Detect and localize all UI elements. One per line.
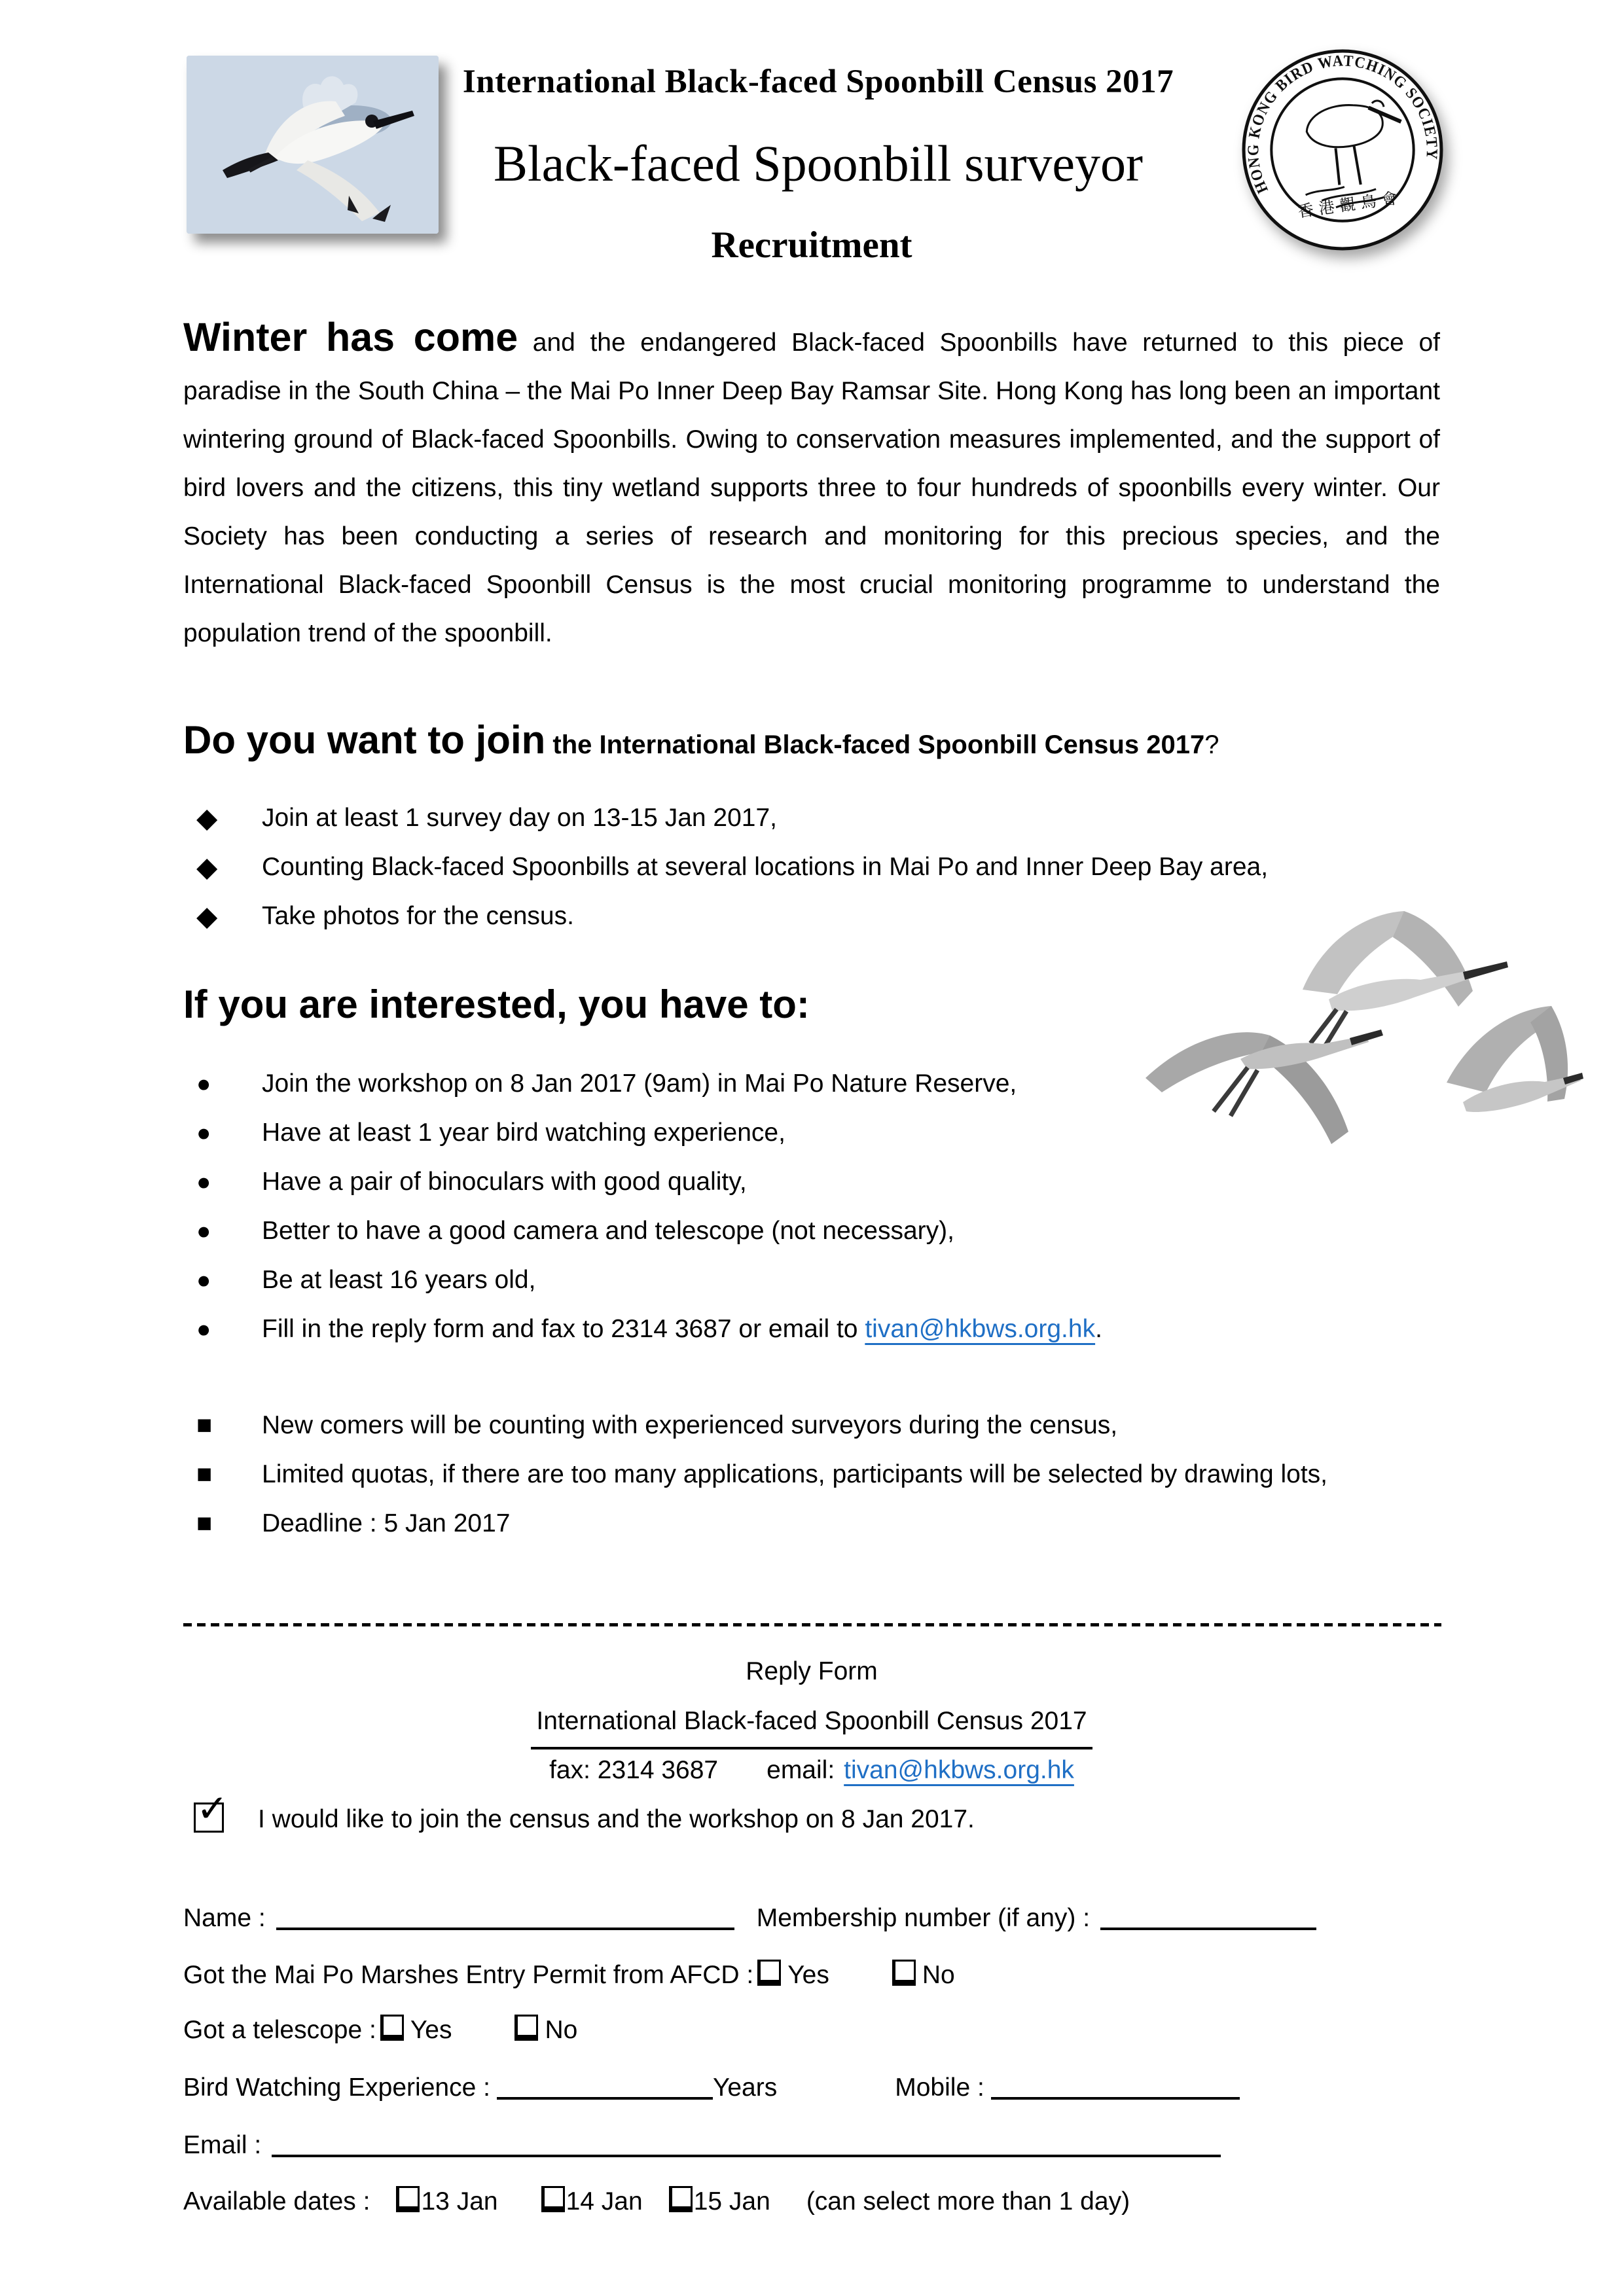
fax-email-line bbox=[183, 1746, 1440, 1795]
membership-field[interactable] bbox=[1100, 1901, 1316, 1930]
list-item-text: Limited quotas, if there are too many applications, participants will be selected by drawing lots, bbox=[262, 1460, 1328, 1488]
interested-section-heading: If you are interested, you have to: bbox=[183, 982, 810, 1026]
list-item-text: Join at least 1 survey day on 13-15 Jan 2017, bbox=[262, 804, 778, 832]
dashed-separator bbox=[183, 1623, 1441, 1626]
list-item-text: Have at least 1 year bird watching experience, bbox=[262, 1119, 785, 1147]
reply-email-link[interactable]: tivan@hkbws.org.hk bbox=[844, 1756, 1074, 1784]
experience-row bbox=[183, 2063, 1440, 2112]
no-label: No bbox=[922, 1961, 955, 1989]
afcd-yes-checkbox[interactable] bbox=[757, 1960, 781, 1986]
list-item-text: Better to have a good camera and telescope (not necessary), bbox=[262, 1217, 954, 1245]
list-item-text: Be at least 16 years old, bbox=[262, 1266, 536, 1294]
telescope-label: Got a telescope : bbox=[183, 2016, 376, 2044]
square-bullet-icon: ■ bbox=[196, 1410, 213, 1439]
reply-instruction-prefix: Fill in the reply form and fax to 2314 3687 or email to bbox=[262, 1315, 865, 1343]
reply-form-subtitle-line bbox=[183, 1696, 1440, 1749]
circle-bullet-icon: ● bbox=[196, 1070, 211, 1097]
spoonbill-lower-left bbox=[1146, 1030, 1383, 1144]
list-item bbox=[183, 1304, 1440, 1354]
telescope-yes-checkbox[interactable] bbox=[380, 2015, 404, 2041]
list-item-text: New comers will be counting with experienced surveyors during the census, bbox=[262, 1411, 1118, 1439]
diamond-bullet-icon: ◆ bbox=[196, 802, 218, 833]
intro-body-text: and the endangered Black-faced Spoonbills have returned to this piece of paradise in the South China – the Mai Po Inner Deep Bay Ramsar Site. Hong Kong has long been an important wintering ground of Black-faced Spoonbills. Owing to conservation measures implemented, and the support of bird lovers and the citizens, this tiny wetland supports three to four hundreds of spoonbills every winter. Our Society has been conducting a series of research and monitoring for this precious species, and the International Black-faced Spoonbill Census is the most crucial monitoring programme to understand the population trend of the spoonbill. bbox=[183, 329, 1440, 647]
list-item bbox=[183, 1450, 1440, 1499]
date-13jan-checkbox[interactable] bbox=[396, 2186, 420, 2212]
email-field-label: Email : bbox=[183, 2131, 262, 2159]
recruitment-heading: Recruitment bbox=[711, 224, 912, 266]
mobile-field[interactable] bbox=[991, 2071, 1240, 2100]
date-option-label: 15 Jan bbox=[693, 2187, 770, 2215]
date-option-label: 13 Jan bbox=[421, 2187, 498, 2215]
circle-bullet-icon: ● bbox=[196, 1119, 211, 1146]
years-label: Years bbox=[712, 2073, 778, 2102]
logo-society-name: HONG KONG BIRD WATCHING SOCIETY bbox=[1244, 52, 1441, 196]
afcd-label: Got the Mai Po Marshes Entry Permit from AFCD : bbox=[183, 1961, 754, 1989]
no-label: No bbox=[545, 2016, 578, 2044]
reply-form-subtitle: International Black-faced Spoonbill Census 2017 bbox=[531, 1696, 1092, 1749]
join-confirm-checkbox[interactable] bbox=[194, 1787, 228, 1833]
fax-number: fax: 2314 3687 bbox=[549, 1756, 719, 1784]
list-item bbox=[183, 793, 1440, 842]
join-heading-lead: Do you want to join bbox=[183, 718, 546, 762]
mobile-label: Mobile : bbox=[895, 2073, 984, 2102]
yes-label: Yes bbox=[787, 1961, 829, 1989]
page-subtitle: Black-faced Spoonbill surveyor bbox=[493, 135, 1144, 192]
available-dates-row bbox=[183, 2177, 1440, 2226]
list-item bbox=[183, 842, 1440, 891]
date-option-label: 14 Jan bbox=[566, 2187, 643, 2215]
email-field[interactable] bbox=[272, 2128, 1221, 2157]
date-15jan-checkbox[interactable] bbox=[669, 2186, 693, 2212]
telescope-no-checkbox[interactable] bbox=[514, 2015, 538, 2041]
list-item-text: Join the workshop on 8 Jan 2017 (9am) in Mai Po Nature Reserve, bbox=[262, 1069, 1017, 1098]
spoonbill-photo bbox=[187, 56, 439, 234]
experience-label: Bird Watching Experience : bbox=[183, 2073, 490, 2102]
flying-spoonbill-image bbox=[187, 56, 439, 234]
spoonbill-top bbox=[1303, 911, 1508, 1049]
name-row bbox=[183, 1893, 1440, 1943]
list-item-text: Counting Black-faced Spoonbills at several locations in Mai Po and Inner Deep Bay area, bbox=[262, 853, 1269, 881]
list-item bbox=[183, 1255, 1440, 1304]
spoonbills-illustration bbox=[1106, 885, 1584, 1251]
experience-field[interactable] bbox=[497, 2071, 713, 2100]
intro-lead: Winter has come bbox=[183, 315, 518, 359]
email-label: email: bbox=[767, 1756, 835, 1784]
confirm-row bbox=[183, 1787, 1440, 1844]
three-flying-spoonbills-image bbox=[1106, 885, 1584, 1251]
intro-paragraph bbox=[183, 313, 1440, 658]
circle-bullet-icon: ● bbox=[196, 1316, 211, 1342]
join-heading-question-mark: ? bbox=[1204, 730, 1219, 759]
membership-label: Membership number (if any) : bbox=[756, 1904, 1091, 1932]
diamond-bullet-icon: ◆ bbox=[196, 901, 218, 931]
name-label: Name : bbox=[183, 1904, 266, 1932]
circle-bullet-icon: ● bbox=[196, 1217, 211, 1244]
diamond-bullet-icon: ◆ bbox=[196, 852, 218, 882]
email-link[interactable]: tivan@hkbws.org.hk bbox=[865, 1315, 1096, 1343]
yes-label: Yes bbox=[410, 2016, 452, 2044]
join-heading-rest: the International Black-faced Spoonbill Census 2017 bbox=[545, 730, 1205, 759]
notes-list bbox=[183, 1401, 1440, 1548]
list-item-text: Take photos for the census. bbox=[262, 902, 574, 930]
list-item-text bbox=[262, 1304, 1440, 1354]
name-field[interactable] bbox=[276, 1901, 734, 1930]
circle-bullet-icon: ● bbox=[196, 1266, 211, 1293]
reply-form-title: Reply Form bbox=[746, 1657, 878, 1685]
afcd-permit-row bbox=[183, 1950, 1440, 2000]
spoonbill-right bbox=[1447, 1006, 1583, 1112]
reply-instruction-suffix: . bbox=[1095, 1315, 1102, 1343]
check-mark-icon: ✓ bbox=[196, 1787, 228, 1830]
list-item-text: Have a pair of binoculars with good quality, bbox=[262, 1168, 747, 1196]
join-section-heading bbox=[183, 717, 1440, 768]
afcd-no-checkbox[interactable] bbox=[892, 1960, 916, 1986]
confirm-text: I would like to join the census and the workshop on 8 Jan 2017. bbox=[258, 1805, 975, 1833]
dates-label: Available dates : bbox=[183, 2187, 370, 2215]
list-item bbox=[183, 1499, 1440, 1548]
square-bullet-icon: ■ bbox=[196, 1509, 213, 1537]
logo-chinese-name: 香港觀鳥會 bbox=[1297, 188, 1404, 221]
square-bullet-icon: ■ bbox=[196, 1460, 213, 1488]
circle-bullet-icon: ● bbox=[196, 1168, 211, 1195]
telescope-row bbox=[183, 2005, 1440, 2054]
date-14jan-checkbox[interactable] bbox=[541, 2186, 565, 2212]
email-row bbox=[183, 2121, 1440, 2170]
list-item bbox=[183, 1401, 1440, 1450]
dates-note: (can select more than 1 day) bbox=[806, 2187, 1130, 2215]
deadline-text: Deadline : 5 Jan 2017 bbox=[262, 1509, 511, 1537]
census-title: International Black-faced Spoonbill Census 2017 bbox=[462, 63, 1174, 100]
